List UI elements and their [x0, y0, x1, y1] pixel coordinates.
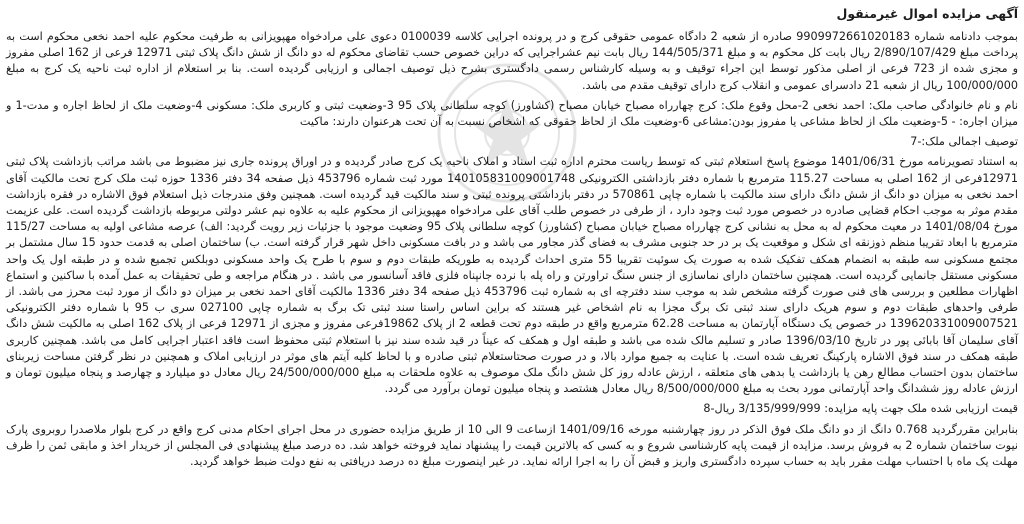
- paragraph-auction-terms: بنابراین مقررگردید 0.768 دانگ از دو دانگ ملک فوق الذکر در روز چهارشنبه مورخه 1401/09/16 ازساعت 9 الی 10 از طریق مزایده حضوری در محل اجرای احکام مدنی کرج واقع در کرج بلوار ملاصدرا روبروی پارک نیوت ساختمان شماره 2 به فروش برسد. مزایده از قیمت پایه کارشناسی شروع و به کسی که بالاترین قیمت را پیشنهاد نماید فروخته خواهد شد. ده درصد مبلغ پیشنهادی فی المجلس از خریدار اخذ و مابقی ثمن را ظرف مهلت یک ماه با احتساب مهلت مقرر باید به حساب سپرده دادگستری واریز و قبض آن را به اجرا ارائه نماید. در غیر اینصورت مبلغ ده درصد دریافتی به نفع دولت ضبط خواهد گردید.: [6, 422, 1019, 469]
- heading-brief-description: توصیف اجمالی ملک:-7: [910, 135, 1018, 149]
- paragraph-expert-description: به استناد تصویرنامه مورخ 1401/06/31 موضوع پاسخ استعلام ثبتی که توسط ریاست محترم اداره ثبت اسناد و املاک ناحیه یک کرج صادر گردیده و در اوراق پرونده جاری نیز مضبوط می باشد مراتب بازداشت پلاک ثبتی 12971فرعی از 162 اصلی به مساحت 115.27 مترمربع با شماره دفتر بازداشتی الکترونیکی 140105831009001748 مورد ثبت شماره 453796 ذیل صفحه 34 دفتر 1336 حوزه ثبت ملک کرج تحت مالکیت آقای احمد نخعی به میزان دو دانگ از شش دانگ دارای سند مالکیت با شماره چاپی 570861 در دفتر بازداشتی پرونده ثبتی و سند مالکیت قید گردیده است. همچنین وفق مندرجات ذیل استعلام فوق الاشاره در فقره بازداشت مقدم موثر به موجب احکام قضایی صادره در خصوص مورد ثبت وجود دارد ، از طرفی در خصوص طلب آقای علی مرادخواه مهپویزانی از محکوم علیه به علاوه نیم عشر دولتی مربوطه بازداشت گردیده است. علی عزیمت مورخ 1401/08/04 در معیت محکوم له به محل به نشانی کرج چهارراه مصباح خیابان مصباح (کشاورز) کوچه سلطانی پلاک 95 وضعیت موجود با جزئیات زیر رویت گردید: الف) عرصه مشاعی اولیه به مساحت 115/27 مترمربع با ابعاد تقریبا منظم ذوزنقه ای شکل و موقعیت یک بر در حد جنوبی مشرف به فضای گذر مجاور می باشد و در بافت مسکونی داخل شهر قرار گرفته است. ب) ساختمان اصلی به قدمت حدود 15 سال مشتمل بر مجتمع مسکونی سه طبقه به انضمام همکف تفکیک شده به صورت یک سوئیت تقریبا 55 متری احداث گردیده به طوریکه طبقات دوم و سوم با طرح یک واحد مسکونی دوبلکس تجمیع شده و در طبقه اول یک واحد مسکونی مستقل جانمایی گردیده است. همچنین ساختمان دارای نماسازی از جنس سنگ تراورتن و راه پله با نرده جانپناه فلزی فاقد آسانسور می باشد . در هنگام مراجعه و طی تحقیقات به عمل آمده با ساکنین و استماع اظهارات مطلعین و بررسی های فنی صورت گرفته مشخص شد به موجب سند دفترچه ای به شماره ثبت 453796 ذیل صفحه 34 دفتر 1336 مالکیت آقای احمد نخعی بر میزان دو دانگ از مورد ثبت محرز می باشد. از طرفی واحدهای طبقات دوم و سوم هریک دارای سند ثبتی تک برگ مجزا به نام اشخاص غیر هستند که براین اساس راستا سند ثبتی تک برگ به شماره چاپی 027100 سری ب 95 با شماره دفتر الکترونیکی 139620331009007521 در خصوص یک دستگاه آپارتمان به مساحت 62.28 مترمربع واقع در طبقه دوم تحت قطعه 2 از پلاک 19862فرعی مفروز و مجزی از 12971 فرعی از پلاک 162 اصلی به مالکیت شش دانگ آقای سلیمان آقا بابائی پور در تاریخ 1396/03/10 صادر و تسلیم مالک شده می باشد و طبقه اول و همکف که عیناً در قید شده سند نیز با استعلام ثبتی محفوظ است فاقد اعتبار اجرایی کامل می باشد. همچنین کاربری طبقه همکف در سند فوق الاشاره پارکینگ تعریف شده است. با عنایت به جمیع موارد بالا، و در صورت صحتاستعلام ثبتی صادره و با لحاظ کلیه آیتم های موثر در ارزیابی املاک و همچنین در نظر گرفتن مساحت زیربنای ساختمان بدون احتساب مطالع رهن یا بازداشت یا بدهی های متعلقه ، ارزش عادله روز کل شش دانگ ملک موصوف به علاوه ملحقات به مبلغ 24/500/000/000 ریال معادل دو میلیارد و چهارصد و پنجاه میلیون تومان و ارزش عادله روز ششدانگ واحد آپارتمانی مورد بحث به مبلغ 8/500/000/000 ریال معادل هشتصد و پنجاه میلیون تومان برآورد می گردد.: [6, 155, 1019, 396]
- paragraph-judgment: بموجب دادنامه شماره 9909972661020183 صادره از شعبه 2 دادگاه عمومی حقوقی کرج و در پرونده اجرایی کلاسه 0100039 دعوی علی مرادخواه مهپویزانی به طرفیت محکوم علیه احمد نخعی محکوم است به پرداخت مبلغ 2/890/107/429 ریال بابت کل محکوم به و مبلغ 144/505/371 ریال بابت نیم عشراجرایی که دراین خصوص حسب تقاضای محکوم له دو دانگ از شش دانگ پلاک ثبتی 12971 فرعی از 162 اصلی مفروز و مجزی شده از 723 فرعی از اصلی مذکور توسط این اجراء توقیف و به وسیله کارشناس رسمی دادگستری بشرح ذیل توصیف اجمالی و ارزیابی گردیده است. بنا بر استعلام از اداره ثبت ناحیه یک کرج به مبلغ 100/000/000 ریال از شعبه 21 دادسرای عمومی و انقلاب کرج دارای توقیف مقدم می باشد.: [6, 30, 1019, 92]
- heading-appraised-price: قیمت ارزیابی شده ملک جهت پایه مزایده: 3/135/999/999 ریال-8: [703, 402, 1018, 416]
- document-title: آگهی مزایده اموال غیرمنقول: [836, 6, 1018, 21]
- paragraph-property-details: نام و نام خانوادگی صاحب ملک: احمد نخعی 2-محل وقوع ملک: کرج چهارراه مصباح خیابان مصباح (کشاورز) کوچه سلطانی پلاک 95 3-وضعیت ثبتی و کاربری ملک: مسکونی 4-وضعیت ملک از لحاظ اجاره و مدت-1 و میزان اجاره: - 5-وضعیت ملک از لحاظ مشاعی یا مفروز بودن:مشاعی 6-وضعیت ملک از لحاظ حقوقی که اشخاص نسبت به آن تحت هرعنوان دارند: ماکیت: [6, 98, 1018, 129]
